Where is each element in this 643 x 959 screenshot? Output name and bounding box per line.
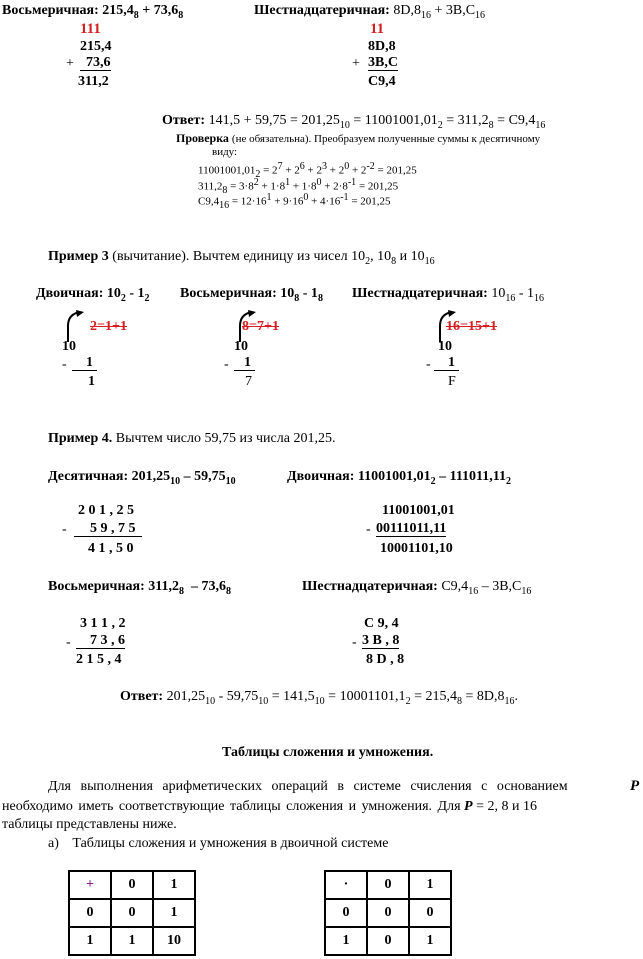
- add-table-cell: 1: [111, 927, 153, 955]
- sub-oct-b: 1: [234, 356, 255, 371]
- ex4-oct-a: 3 1 1 , 2: [80, 616, 126, 631]
- ex4-dec-result: 4 1 , 5 0: [88, 541, 134, 556]
- add-table-cell: 1: [153, 899, 195, 927]
- octal-add-heading: [2, 4, 183, 21]
- check-intro: (не обязательна). Преобразуем полученные суммы к десятичному: [231, 133, 541, 145]
- ex4-bin-heading: Двоичная: $11001001,01_2 - 111011,11_2$: [287, 469, 512, 487]
- ex4-oct-minus: -: [66, 635, 71, 650]
- example-4: [48, 432, 335, 446]
- octal-result: 311,2: [78, 74, 109, 89]
- ex4-oct-heading: Восьмеричная: $311,2_8 - 73,6_8$: [48, 579, 231, 597]
- hex-operand-a: 8D,8: [368, 39, 396, 54]
- octal-operand-a: 215,4: [80, 39, 112, 54]
- sub-heading-oct: Восьмеричная: $10_8 - 1_8$: [180, 286, 323, 304]
- hex-plus: +: [352, 56, 360, 71]
- sub-hex-b: 1: [434, 356, 459, 371]
- sub-hex-minus: -: [426, 357, 431, 372]
- mul-table-cell: 0: [367, 899, 409, 927]
- mul-table-cell: 1: [409, 927, 451, 955]
- para-p1: P: [630, 778, 640, 794]
- example-3-text: (вычитание). Вычтем единицу из чисел $10_2$, $10_8$ и $10_{16}$: [112, 249, 435, 267]
- add-table-corner: +: [69, 871, 111, 899]
- ex4-bin-minus: -: [366, 522, 371, 537]
- ex4-dec-heading: Десятичная: $201,25_{10} - 59,75_{10}$: [48, 469, 236, 487]
- mul-table-cell: 0: [367, 927, 409, 955]
- sub-hex-a: 10: [438, 339, 452, 354]
- octal-operand-b: 73,6: [80, 56, 111, 71]
- example-4-label: Пример 4.: [48, 431, 113, 446]
- check-intro-2: виду:: [212, 146, 238, 158]
- check-line-3: $C9,4_{16} = 12\cdot 16^1 + 9\cdot 16^0 + 4\cdot 16^{-1} = 201,25$: [198, 192, 391, 211]
- hex-operand-b: 3B,C: [368, 55, 398, 70]
- ex4-bin-result: 10001101,10: [380, 541, 453, 556]
- sub-bin-result: 1: [88, 374, 95, 389]
- ex4-bin-b: 00111011,11: [376, 521, 447, 536]
- para-line-2-text: необходимо иметь соответствующие таблицы сложения и умножения. Для: [2, 799, 461, 814]
- example-4-text: Вычтем число 59,75 из числа 201,25.: [115, 431, 336, 446]
- ex4-dec-a: 2 0 1 , 2 5: [78, 503, 134, 518]
- sub-oct-a: 10: [234, 339, 248, 354]
- mul-table-cell: 1: [325, 927, 367, 955]
- add-table-cell: 0: [111, 899, 153, 927]
- sub-bin-a: 10: [62, 339, 76, 354]
- answer-1-text: $141,5 + 59,75 = 201,25_{10} = 11001001,01_2 = 311,2_8 = C9,4_{16}$: [208, 113, 546, 131]
- ex4-hex-minus: -: [352, 635, 357, 650]
- hex-add-label: Шестнадцатеричная:: [254, 3, 390, 18]
- sub-heading-hex: [352, 287, 544, 304]
- example-3-label: Пример 3: [48, 249, 109, 264]
- answer-1-label: Ответ:: [162, 113, 206, 128]
- ex4-dec-b: 5 9 , 7 5: [74, 522, 142, 537]
- sub-oct-result: 7: [245, 374, 252, 389]
- check-header: [176, 132, 540, 145]
- binary-addition-table: [68, 870, 196, 956]
- sub-heading-hex-label: Шестнадцатеричная:: [352, 286, 488, 301]
- mul-table-cell: 0: [409, 899, 451, 927]
- sub-heading-bin: Двоичная: $10_2 - 1_2$: [36, 286, 150, 304]
- list-item-a: [48, 837, 388, 851]
- check-line-2: $311,2_8 = 3\cdot 8^2 + 1\cdot 8^1 + 1\cdot 8^0 + 2\cdot 8^{-1} = 201,25$: [198, 177, 399, 196]
- para-p2: P: [464, 799, 473, 814]
- ex4-hex-a: C 9, 4: [364, 616, 399, 631]
- add-table-cell: 0: [69, 899, 111, 927]
- add-table-cell: 10: [153, 927, 195, 955]
- octal-plus: +: [66, 56, 74, 71]
- ex4-oct-b: 7 3 , 6: [76, 634, 125, 649]
- list-item-text: Таблицы сложения и умножения в двоичной системе: [72, 836, 389, 851]
- check-line-1: $11001001,01_2 = 2^7 + 2^6 + 2^3 + 2^0 + 2^{-2} = 201,25$: [198, 161, 417, 180]
- add-table-cell: 1: [153, 871, 195, 899]
- para-line-1: [48, 780, 568, 794]
- octal-add-expr: $215,4_8 + 73,6_8$: [102, 3, 184, 21]
- answer-2-label: Ответ:: [120, 689, 164, 704]
- binary-multiplication-table: [324, 870, 452, 956]
- ex4-hex-label: Шестнадцатеричная:: [302, 579, 438, 594]
- sub-oct-minus: -: [224, 357, 229, 372]
- hex-carry: 11: [370, 21, 385, 37]
- sub-bin-b: 1: [72, 356, 97, 371]
- ex4-bin-a: 11001001,01: [382, 503, 455, 518]
- hex-add-expr: $8D,8_{16} + 3B,C_{16}$: [393, 3, 486, 21]
- mul-table-cell: 0: [325, 899, 367, 927]
- example-3: [48, 250, 435, 267]
- borrow-oct: 8=7+1: [242, 319, 279, 334]
- section-title: Таблицы сложения и умножения.: [222, 745, 434, 760]
- list-item-marker: а): [48, 836, 59, 851]
- answer-2-text: $201,25_{10} - 59,75_{10} = 141,5_{10} = 10001101,1_2 = 215,4_8 = 8D,8_{16}$.: [166, 689, 518, 707]
- mul-table-cell: 0: [367, 871, 409, 899]
- add-table-cell: 1: [69, 927, 111, 955]
- answer-1: [162, 114, 545, 131]
- ex4-hex-result: 8 D , 8: [366, 652, 405, 667]
- ex4-hex-b: 3 B , 8: [362, 633, 400, 648]
- para-line-1-text: Для выполнения арифметических операций в системе счисления с основанием: [48, 779, 568, 794]
- borrow-bin: 2=1+1: [90, 319, 127, 334]
- hex-result: C9,4: [368, 74, 396, 89]
- mul-table-cell: 1: [409, 871, 451, 899]
- ex4-hex-heading: [302, 580, 531, 597]
- answer-2: [120, 690, 518, 707]
- para-line-3: таблицы представлены ниже.: [2, 817, 177, 832]
- ex4-hex-expr: $C9,4_{16} - 3B,C_{16}$: [441, 579, 532, 597]
- check-label: Проверка: [176, 131, 229, 145]
- borrow-hex: 16=15+1: [446, 319, 497, 334]
- add-table-cell: 0: [111, 871, 153, 899]
- octal-carry: 111: [80, 21, 101, 37]
- para-line-2: [2, 800, 537, 814]
- sub-hex-result: F: [448, 374, 456, 389]
- sub-heading-hex-expr: $10_{16} - 1_{16}$: [491, 286, 545, 304]
- sub-bin-minus: -: [62, 357, 67, 372]
- ex4-oct-result: 2 1 5 , 4: [76, 652, 122, 667]
- hex-add-heading: [254, 4, 485, 21]
- ex4-dec-minus: -: [62, 522, 67, 537]
- para-line-2-rest: = 2, 8 и 16: [476, 799, 537, 814]
- mul-table-corner: ·: [325, 871, 367, 899]
- octal-add-label: Восьмеричная:: [2, 3, 99, 18]
